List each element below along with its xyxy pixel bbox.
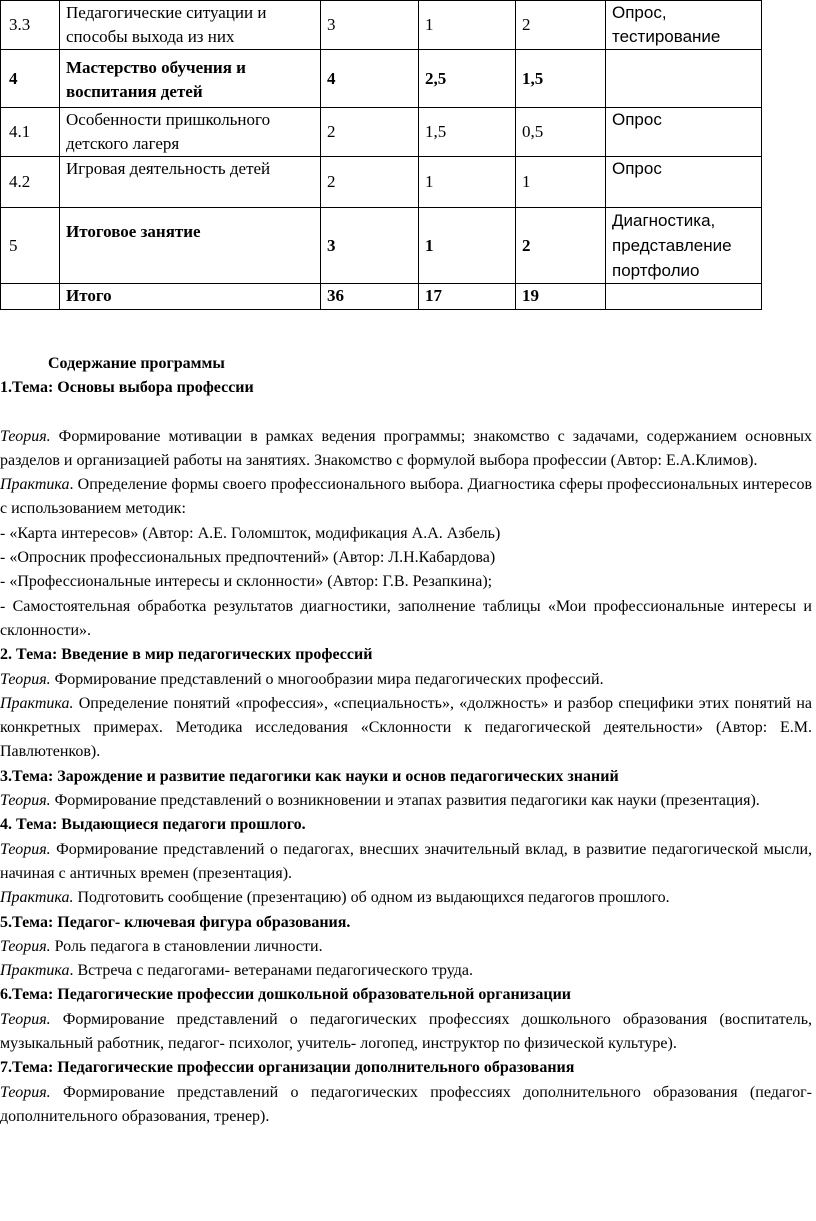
theory-text: Формирование представлений о многообразии мира педагогических профессий.: [50, 670, 604, 688]
row-practice: 19: [516, 284, 606, 310]
row-topic: Педагогические ситуации и способы выхода из них: [60, 1, 321, 50]
section-heading: 1.Тема: Основы выбора профессии: [0, 379, 254, 397]
practice-label: Практика.: [0, 889, 74, 907]
practice-text: . Определение формы своего профессионального выбора. Диагностика сферы профессиональных интересов с использованием методик:: [0, 476, 812, 518]
paragraph: [0, 1008, 812, 1057]
row-theory: 1: [419, 208, 516, 284]
row-form: Опрос: [606, 157, 762, 208]
paragraph: [0, 473, 812, 522]
table-row: [1, 157, 762, 208]
theory-text: Формирование представлений о педагогических профессиях дополнительного образования (педагог- дополнительного образования, тренер).: [0, 1083, 812, 1125]
row-theory: 1: [419, 157, 516, 208]
row-theory: 1,5: [419, 108, 516, 157]
row-total: 3: [321, 1, 419, 50]
theory-text: Формирование представлений о возникновении и этапах развития педагогики как науки (презентация).: [50, 792, 760, 810]
theory-label: Теория.: [0, 937, 51, 955]
row-practice: 2: [516, 1, 606, 50]
row-number: 4.2: [1, 157, 60, 208]
practice-label: Практика: [0, 962, 70, 980]
row-total: 2: [321, 157, 419, 208]
row-form: Опрос, тестирование: [606, 1, 762, 50]
paragraph: [0, 692, 812, 765]
row-practice: 1,5: [516, 50, 606, 108]
table-row: [1, 108, 762, 157]
practice-text: Определение понятий «профессия», «специальность», «должность» и разбор специфики этих понятий на конкретных примерах. Методика исследования «Склонности к педагогической деятельности» (Автор: Е.М. Павлютенков).: [0, 694, 812, 761]
theory-text: Формирование представлений о педагогах, внесших значительный вклад, в развитие педагогической мысли, начиная с античных времен (презентация).: [0, 840, 812, 882]
row-number: 3.3: [1, 1, 60, 50]
table-row: [1, 50, 762, 108]
row-form: Диагностика, представление портфолио: [606, 208, 762, 284]
paragraph: [0, 838, 812, 887]
theory-text: Формирование мотивации в рамках ведения программы; знакомство с задачами, содержанием основных разделов и организацией работы на занятиях. Знакомство с формулой выбора профессии (Автор: Е.А.Климов).: [0, 427, 812, 469]
practice-text: Подготовить сообщение (презентацию) об одном из выдающихся педагогов прошлого.: [73, 889, 670, 907]
paragraph: [0, 668, 812, 692]
section-heading: 6.Тема: Педагогические профессии дошкольной образовательной организации: [0, 986, 572, 1004]
row-number: [1, 284, 60, 310]
theory-label: Теория.: [0, 840, 51, 858]
section-heading: 3.Тема: Зарождение и развитие педагогики как науки и основ педагогических знаний: [0, 767, 619, 785]
row-number: 5: [1, 208, 60, 284]
row-number: 4.1: [1, 108, 60, 157]
content-title: Содержание программы: [48, 355, 225, 372]
theory-label: Теория.: [0, 792, 51, 810]
row-total: 2: [321, 108, 419, 157]
row-form: [606, 284, 762, 310]
row-practice: 0,5: [516, 108, 606, 157]
theory-label: Теория.: [0, 1083, 51, 1101]
section-heading: 5.Тема: Педагог- ключевая фигура образования.: [0, 913, 351, 931]
practice-label: Практика: [0, 476, 70, 494]
paragraph: [0, 935, 812, 959]
list-item: - «Опросник профессиональных предпочтений» (Автор: Л.Н.Кабардова): [0, 549, 496, 567]
row-practice: 1: [516, 157, 606, 208]
table-row: [1, 208, 762, 284]
theory-text: Роль педагога в становлении личности.: [50, 937, 323, 955]
row-practice: 2: [516, 208, 606, 284]
row-topic: Итого: [60, 284, 321, 310]
section-heading: 4. Тема: Выдающиеся педагоги прошлого.: [0, 816, 306, 834]
row-theory: 17: [419, 284, 516, 310]
list-item: - «Карта интересов» (Автор: А.Е. Голомшток, модификация А.А. Азбель): [0, 524, 501, 542]
theory-label: Теория.: [0, 1010, 51, 1028]
theory-label: Теория.: [0, 427, 51, 445]
paragraph: [0, 959, 812, 983]
row-theory: 2,5: [419, 50, 516, 108]
theory-text: Формирование представлений о педагогических профессиях дошкольного образования (воспитатель, музыкальный работник, педагог- психолог, учитель- логопед, инструктор по физической культуре).: [0, 1010, 812, 1053]
practice-label: Практика.: [0, 694, 74, 712]
section-heading: 2. Тема: Введение в мир педагогических профессий: [0, 646, 373, 664]
row-topic: Мастерство обучения и воспитания детей: [60, 50, 321, 108]
paragraph: [0, 789, 812, 813]
paragraph: [0, 1081, 812, 1130]
program-content: [0, 352, 812, 1129]
row-total: 3: [321, 208, 419, 284]
row-topic: Особенности пришкольного детского лагеря: [60, 108, 321, 157]
theory-label: Теория.: [0, 670, 51, 688]
row-form: Опрос: [606, 108, 762, 157]
section-heading: 7.Тема: Педагогические профессии организации дополнительного образования: [0, 1059, 575, 1077]
row-total: 4: [321, 50, 419, 108]
table-row: [1, 1, 762, 50]
row-number: 4: [1, 50, 60, 108]
list-item: - Самостоятельная обработка результатов диагностики, заполнение таблицы «Мои профессиональные интересы и склонности».: [0, 597, 812, 639]
table-row: [1, 284, 762, 310]
paragraph: [0, 425, 812, 474]
practice-text: . Встреча с педагогами- ветеранами педагогического труда.: [69, 962, 473, 980]
row-form: [606, 50, 762, 108]
program-table: [0, 0, 762, 310]
paragraph: [0, 886, 812, 910]
row-theory: 1: [419, 1, 516, 50]
row-topic: Итоговое занятие: [60, 208, 321, 284]
row-topic: Игровая деятельность детей: [60, 157, 321, 208]
list-item: - «Профессиональные интересы и склонности» (Автор: Г.В. Резапкина);: [0, 573, 493, 591]
row-total: 36: [321, 284, 419, 310]
